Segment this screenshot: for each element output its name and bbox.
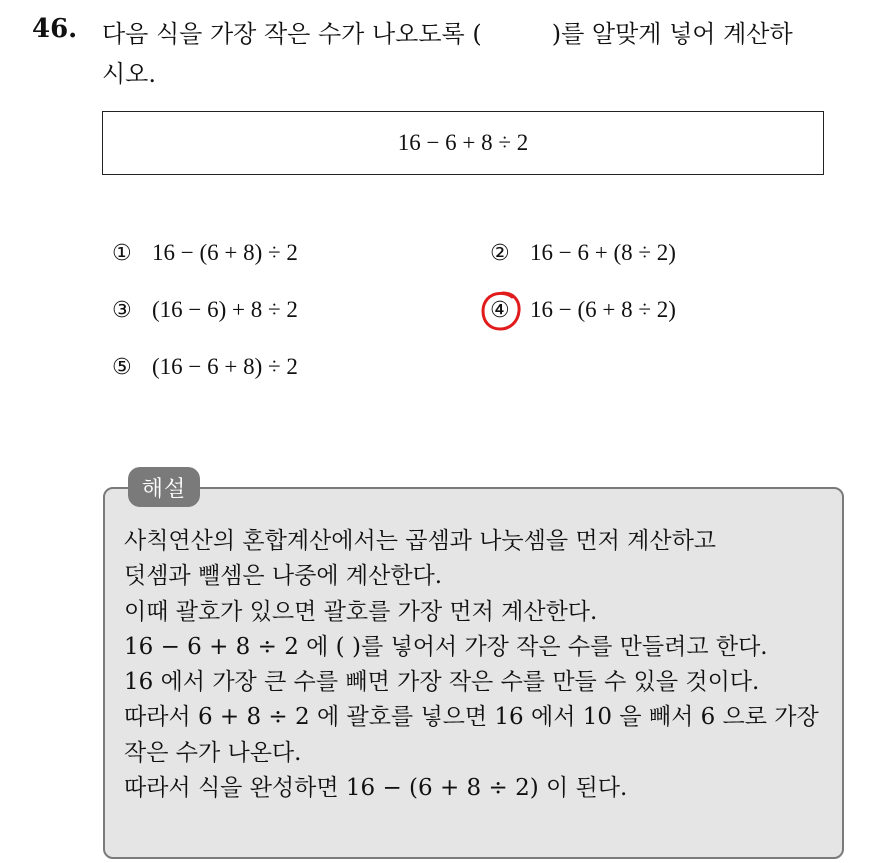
choice-5[interactable] xyxy=(112,354,298,380)
choice-2-expression: 16 − 6 + (8 ÷ 2) xyxy=(530,240,676,265)
solution-text xyxy=(124,524,834,806)
expression-box xyxy=(102,111,824,175)
choice-4-expression: 16 − (6 + 8 ÷ 2) xyxy=(530,297,676,322)
question-line-1-end: )를 알맞게 넣어 계산하 xyxy=(551,20,793,48)
choice-3-number: ③ xyxy=(112,297,132,323)
solution-line: 16 − 6 + 8 ÷ 2 에 ( )를 넣어서 가장 작은 수를 만들려고 한다. xyxy=(124,633,768,660)
solution-line: 이때 괄호가 있으면 괄호를 가장 먼저 계산한다. xyxy=(124,598,598,625)
solution-line: 16 에서 가장 큰 수를 빼면 가장 작은 수를 만들 수 있을 것이다. xyxy=(124,669,760,696)
question-line-1 xyxy=(102,14,872,54)
solution-line: 따라서 식을 완성하면 16 − (6 + 8 ÷ 2) 이 된다. xyxy=(124,775,628,802)
choice-2[interactable] xyxy=(490,240,676,266)
choice-4[interactable] xyxy=(490,297,676,323)
choice-5-number: ⑤ xyxy=(112,354,132,380)
question-line-1-start: 다음 식을 가장 작은 수가 나오도록 ( xyxy=(102,20,482,48)
question-number: 46. xyxy=(32,14,78,44)
question-text xyxy=(102,14,872,94)
choice-4-number: ④ xyxy=(490,297,510,323)
choice-5-expression: (16 − 6 + 8) ÷ 2 xyxy=(152,354,298,379)
solution-line: 작은 수가 나온다. xyxy=(124,739,302,766)
solution-label: 해설 xyxy=(128,467,200,507)
choice-2-number: ② xyxy=(490,240,510,266)
solution-line: 따라서 6 + 8 ÷ 2 에 괄호를 넣으면 16 에서 10 을 빼서 6 으로 가장 xyxy=(124,704,819,731)
question-line-2: 시오. xyxy=(102,60,156,88)
expression-text: 16 − 6 + 8 ÷ 2 xyxy=(397,130,529,155)
choice-1-number: ① xyxy=(112,240,132,266)
solution-line: 사칙연산의 혼합계산에서는 곱셈과 나눗셈을 먼저 계산하고 xyxy=(124,528,717,554)
choice-1[interactable] xyxy=(112,240,298,266)
choice-3[interactable] xyxy=(112,297,298,323)
choice-3-expression: (16 − 6) + 8 ÷ 2 xyxy=(152,297,298,322)
solution-line: 덧셈과 뺄셈은 나중에 계산한다. xyxy=(124,563,443,590)
choice-1-expression: 16 − (6 + 8) ÷ 2 xyxy=(152,240,298,265)
